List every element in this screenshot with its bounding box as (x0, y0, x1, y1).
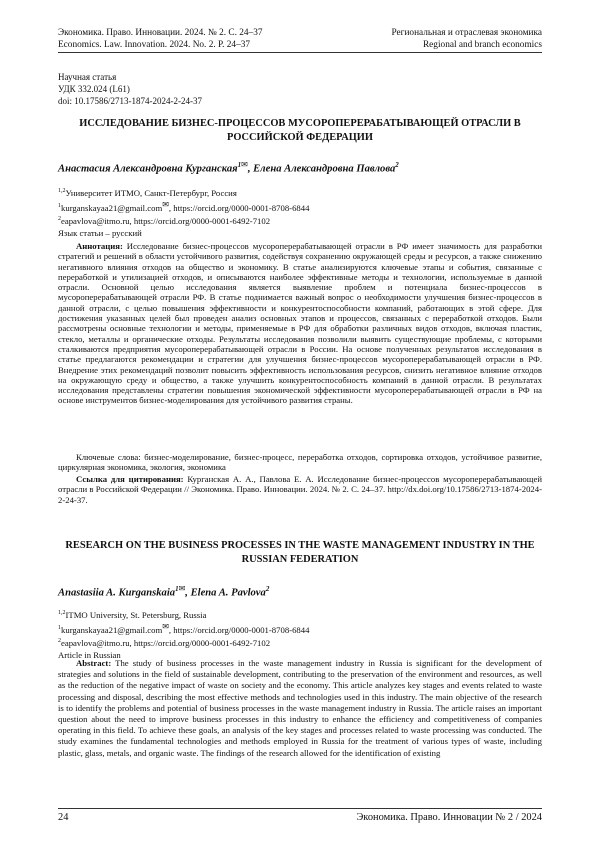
citation-ru (58, 474, 542, 505)
title-en: RESEARCH ON THE BUSINESS PROCESSES IN THE WASTE MANAGEMENT INDUSTRY IN THE RUSSIAN FEDERATION (65, 540, 535, 565)
title-ru: ИССЛЕДОВАНИЕ БИЗНЕС-ПРОЦЕССОВ МУСОРОПЕРЕРАБАТЫВАЮЩЕЙ ОТРАСЛИ В РОССИЙСКОЙ ФЕДЕРАЦИИ (79, 118, 521, 143)
footer-journal: Экономика. Право. Инновации № 2 / 2024 (356, 812, 542, 823)
aff-sup: 1,2 (58, 610, 66, 616)
abstract-en (58, 658, 542, 759)
author2-name: Елена Александровна Павлова (253, 163, 396, 175)
header-section-ru: Региональная и отраслевая экономика (391, 28, 542, 38)
header-section-en: Regional and branch economics (422, 40, 542, 50)
page-number: 24 (58, 812, 69, 823)
email2-sup: 2 (58, 216, 61, 223)
footer-divider (58, 808, 542, 809)
envelope-icon: ✉ (162, 200, 169, 210)
header-journal-en: Economics. Law. Innovation. 2024. No. 2. P. 24–37 (58, 40, 251, 50)
affiliation: ITMO University, St. Petersburg, Russia (65, 609, 207, 620)
abstract-label: Аннотация: (76, 241, 123, 251)
email2-sup: 2 (58, 638, 61, 645)
email2-link[interactable]: eapavlova@itmo.ru, https://orcid.org/0000-0001-6492-7102 (61, 638, 271, 649)
authors-en: Anastasiia A. Kurganskaia$^{1✉}$, Elena A. Pavlova$^2$ (58, 584, 270, 599)
header-divider (58, 52, 542, 53)
email1-link[interactable]: kurganskayaa21@gmail.com (61, 203, 163, 214)
envelope-icon: ✉ (178, 584, 186, 593)
affiliations-ru (58, 186, 309, 239)
header-journal-ru: Экономика. Право. Инновации. 2024. № 2. С. 24–37 (58, 28, 263, 38)
author2-name: Elena A. Pavlova (190, 587, 266, 599)
abstract-ru (58, 241, 542, 406)
article-language: Язык статьи – русский (58, 227, 142, 238)
envelope-icon: ✉ (162, 622, 169, 632)
cite-text[interactable]: Курганская А. А., Павлова Е. А. Исследование бизнес-процессов мусороперерабатывающей отрасли в Российской Федерации // Экономика. Право. Инновации. 2024. № 2. С. 24–37. http://dx.doi.org/10.17586/2713-1874-2024-2-24-37. (58, 474, 542, 505)
affiliations-en (58, 608, 309, 661)
author2-sup: 2 (395, 161, 399, 169)
author1-name: Anastasiia A. Kurganskaia (58, 587, 176, 599)
author1-sup: 1 (237, 161, 242, 169)
envelope-icon: ✉ (241, 160, 248, 169)
email1-sup: 1 (58, 625, 61, 632)
affiliation: Университет ИТМО, Санкт-Петербург, Россия (65, 187, 237, 198)
running-header (58, 27, 542, 53)
author1-sup: 1 (175, 585, 179, 593)
abstract-label: Abstract: (76, 658, 112, 668)
orcid1-link[interactable]: , https://orcid.org/0000-0001-8708-6844 (168, 625, 310, 636)
author2-sup: 2 (265, 585, 270, 593)
article-type: Научная статья (58, 72, 117, 82)
author1-name: Анастасия Александровна Курганская (58, 163, 238, 175)
authors-ru: Анастасия Александровна Курганская$^{1✉}$, Елена Александровна Павлова$^2$ (58, 160, 399, 175)
aff-sup: 1,2 (58, 188, 66, 194)
email1-link[interactable]: kurganskayaa21@gmail.com (61, 625, 163, 636)
article-language: Article in Russian (58, 649, 121, 660)
abstract-text: The study of business processes in the waste management industry in Russia is significant for the development of strategies and solutions in the field of sustainable development, contributing to the preservation of the environment and resources, as well as the reduction of the negative impact of waste on society and the economy. This article analyzes key stages and events related to waste processing and disposal, describing the most effective methods and technologies used in this industry. The main objective of the research is to identify the problems and potential of business processes in the waste management industry in Russia. The article raises an important question about the need to improve business processes in this industry to enhance the efficiency and competitiveness of companies operating in this field. To achieve these goals, an analysis of the key stages and processes related to waste processing was conducted. The study examines the fundamental technologies and methods employed in Russia for the treatment of various types of waste, including plastic, glass, metals, and organic waste. The findings of the research allowed for the identification of existing (58, 658, 542, 758)
page-footer (58, 808, 542, 823)
udk-code: УДК 332.024 (L61) (58, 84, 130, 94)
abstract-text: Исследование бизнес-процессов мусороперерабатывающей отрасли в РФ имеет значимость для разработки стратегий и решений в области устойчивого развития, содействуя сохранению окружающей среды и ресурсов, а также снижению негативного влияния отходов на общество и экономику. В статье анализируются ключевые этапы и события, связанные с переработкой и утилизацией отходов, и описываются наиболее эффективные методы и технологии, используемые в данной отрасли. Основной целью исследования является выявление проблем и потенциала бизнес-процессов в мусороперерабатывающей отрасли РФ. В статье поднимается важный вопрос о необходимости улучшения бизнес-процессов в данной отрасли, с целью повышения эффективности и конкурентоспособности компаний, работающих в этой сфере. Для достижения указанных целей был проведен анализ основных этапов и процессов, связанных с переработкой отходов. Были рассмотрены основные технологии и методы, применяемые в РФ для обработки различных видов отходов, включая пластик, стекло, металлы и органические отходы. Результаты исследования позволили выявить существующие проблемы, с которыми сталкиваются предприятия мусороперерабатывающей отрасли в России. На основе полученных результатов исследования в статье предлагаются рекомендации и стратегии для улучшения бизнес-процессов мусороперерабатывающей отрасли в РФ. Внедрение этих рекомендаций позволит повысить эффективность использования ресурсов, снизить негативное влияние отходов на окружающую среду и общество, а также улучшить конкурентоспособность компаний в данной отрасли. В результатах исследования представлены стратегии повышения экономической эффективности мусороперерабатывающей отрасли в РФ на основе инструментов бизнес-моделирования для устойчивого развития страны. (58, 241, 542, 406)
orcid1-link[interactable]: , https://orcid.org/0000-0001-8708-6844 (168, 203, 310, 214)
email2-link[interactable]: eapavlova@itmo.ru, https://orcid.org/0000-0001-6492-7102 (61, 216, 271, 227)
article-meta (58, 71, 202, 107)
cite-label: Ссылка для цитирования: (76, 474, 184, 484)
doi-line: doi: 10.17586/2713-1874-2024-2-24-37 (58, 96, 202, 106)
keywords-ru: Ключевые слова: бизнес-моделирование, бизнес-процесс, переработка отходов, сортировка отходов, устойчивое развитие, циркулярная экономика, экология, экономика (58, 452, 542, 473)
email1-sup: 1 (58, 203, 61, 210)
